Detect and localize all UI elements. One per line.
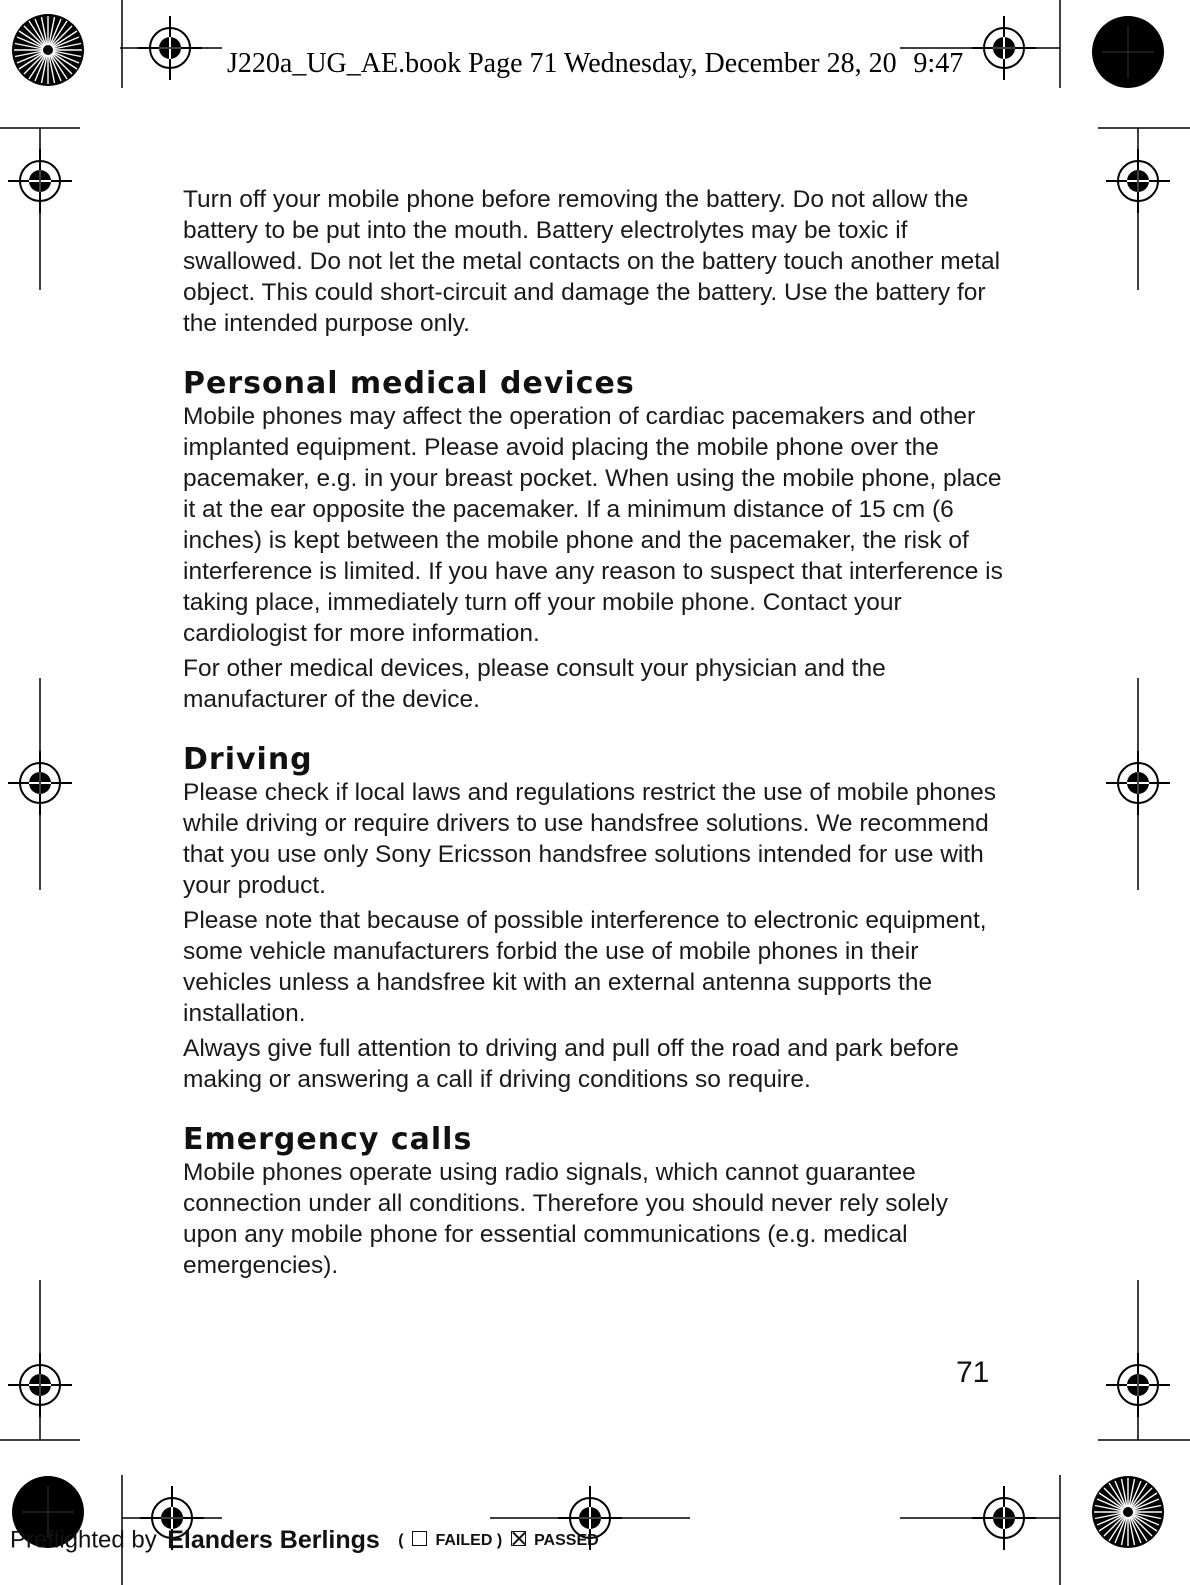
failed-checkbox-icon [412,1531,427,1546]
driving-paragraph-2: Please note that because of possible interference to electronic equipment, some vehicle manufacturers forbid the use of mobile phones in their vehicles unless a handsfree kit with an external antenna supports the installation. [183,907,987,1027]
heading-driving: Driving [183,742,313,777]
passed-checkbox-icon [511,1531,526,1546]
intro-paragraph: Turn off your mobile phone before removing the battery. Do not allow the battery to be put into the mouth. Battery electrolytes may be toxic if swallowed. Do not let the metal contacts on the battery touch another metal object. This could short-circuit and damage the battery. Use the battery for the intended purpose only. [183,186,1001,337]
driving-paragraph-3: Always give full attention to driving and pull off the road and park before making or answering a call if driving conditions so require. [183,1035,959,1093]
emergency-paragraph-1: Mobile phones operate using radio signals, which cannot guarantee connection under all conditions. Therefore you should never rely solely upon any mobile phone for essential communications (e.g. medical emergencies). [183,1159,948,1279]
medical-paragraph-2: For other medical devices, please consult your physician and the manufacturer of the device. [183,655,886,713]
failed-label: FAILED [435,1532,493,1549]
page-number: 71 [956,1356,990,1389]
close-paren: ) [496,1532,503,1549]
open-paren: ( [398,1532,404,1549]
page-content [183,184,1003,1285]
heading-personal-medical-devices: Personal medical devices [183,366,635,401]
passed-label: PASSED [534,1532,599,1549]
preflight-status [398,1532,598,1549]
driving-paragraph-1: Please check if local laws and regulations restrict the use of mobile phones while driving or require drivers to use handsfree solutions. We recommend that you use only Sony Ericsson handsfree solutions intended for use with your product. [183,779,997,899]
preflight-footer [10,1526,599,1566]
company-logo: Elanders Berlings [167,1526,380,1554]
preflighted-label: Preflighted by [10,1526,157,1554]
heading-emergency-calls: Emergency calls [183,1122,473,1157]
book-slug-header: J220a_UG_AE.book Page 71 Wednesday, December 28, 20 9:47 [227,48,964,79]
medical-paragraph-1: Mobile phones may affect the operation of cardiac pacemakers and other implanted equipment. Please avoid placing the mobile phone over the pacemaker, e.g. in your breast pocket. When using the mobile phone, place it at the ear opposite the pacemaker. If a minimum distance of 15 cm (6 inches) is kept between the mobile phone and the pacemaker, the risk of interference is limited. If you have any reason to suspect that interference is taking place, immediately turn off your mobile phone. Contact your cardiologist for more information. [183,403,1003,647]
